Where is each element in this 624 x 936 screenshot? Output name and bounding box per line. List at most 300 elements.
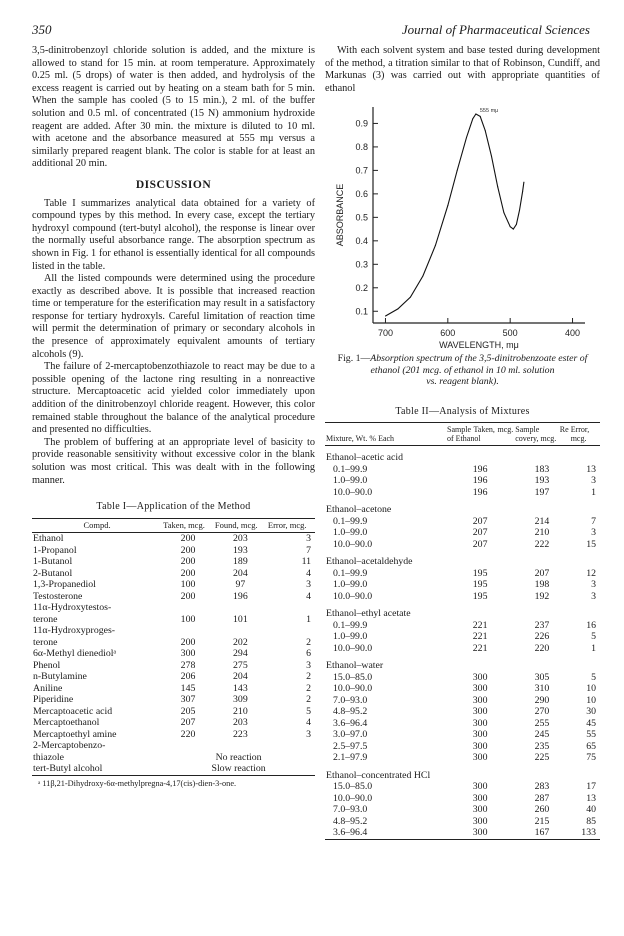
table-row (325, 475, 600, 487)
table-cell: 2 (306, 694, 311, 706)
table-row (32, 614, 315, 626)
table-cell: 10.0–90.0 (333, 642, 373, 654)
table-cell: 4.8–95.2 (333, 706, 368, 718)
table-row (325, 539, 600, 551)
table-group-row (325, 602, 600, 620)
journal-title: Journal of Pharmaceutical Sciences (401, 22, 590, 37)
table-cell: 193 (534, 475, 550, 487)
table-cell: 143 (233, 682, 248, 694)
table-cell: 2.1–97.9 (333, 752, 368, 764)
table-cell: 3.0–97.0 (333, 729, 368, 741)
table-cell: 1 (591, 642, 596, 654)
table-cell: 0.1–99.9 (333, 619, 368, 631)
table-cell: 255 (534, 717, 550, 729)
table-cell (267, 625, 315, 637)
paragraph-discussion-2: All the listed compounds were determined using the procedure exactly as described above. It is possible that increased reaction time or temperature for the esterification may result in a satisfactory response for tertiary hydroxyls. Careful limitation of reaction time will permit the determination of primary or secondary alcohols in the presence of approximately equivalent amounts of tertiary alcohols (9). (32, 273, 315, 360)
table-cell: 3 (591, 579, 596, 591)
table-cell: 300 (472, 740, 488, 752)
y-tick-label: 0.7 (355, 165, 368, 176)
table-cell: 207 (534, 567, 550, 579)
table-row (325, 718, 600, 730)
table-cell: 0.1–99.9 (333, 515, 368, 527)
table2-body (325, 446, 600, 840)
table-row (32, 602, 315, 614)
table-cell: 11α-Hydroxytestos- (33, 602, 112, 614)
table-cell: 200 (180, 590, 196, 602)
table-cell: 204 (233, 567, 248, 579)
table-row (325, 643, 600, 655)
table2-header: Error, mcg. (570, 423, 600, 446)
table-cell: thiazole (33, 751, 65, 763)
table-cell: 30 (586, 706, 596, 718)
table-cell: 85 (586, 815, 596, 827)
table-group-label: Ethanol–acetaldehyde (326, 556, 413, 568)
table-cell: 100 (180, 579, 196, 591)
table-cell (162, 740, 214, 752)
table-cell: 205 (180, 705, 196, 717)
table-cell: 2 (306, 682, 311, 694)
table-cell: 300 (472, 683, 488, 695)
table-cell: 300 (472, 729, 488, 741)
table-cell: 192 (534, 590, 550, 602)
data-point (485, 130, 486, 131)
table-row (32, 545, 315, 557)
table-cell: 75 (586, 752, 596, 764)
table-cell: 202 (233, 636, 248, 648)
table-cell: 7 (591, 515, 596, 527)
paragraph-discussion-1: Table I summarizes analytical data obtained for a variety of compound types by this method. In every case, except the tertiary hydroxyl compound (tert-butyl alcohol), the response is linear over the normally useful absorbance range. The absorption spectrum as shown in Fig. 1 for ethanol is essentially identical for all compounds listed in the table. (32, 197, 315, 272)
table-cell: 260 (534, 804, 550, 816)
data-point (397, 309, 398, 310)
table-cell: 300 (472, 781, 488, 793)
table-group-label: Ethanol–acetone (326, 504, 392, 516)
figure-caption-text: Absorption spectrum of the 3,5-dinitrobenzoate ester of ethanol (201 mcg. of ethanol in 10 ml. solution (370, 353, 588, 376)
table-cell: 5 (306, 705, 311, 717)
table1 (32, 518, 315, 776)
table-cell: 6 (306, 648, 311, 660)
figure-caption-prefix: Fig. 1— (337, 353, 371, 365)
y-tick-label: 0.8 (355, 142, 368, 153)
table-row (32, 694, 315, 706)
table-row (32, 740, 315, 752)
table-cell: 195 (472, 590, 488, 602)
table-cell: 10 (586, 694, 596, 706)
table1-header: Error, mcg. (267, 518, 315, 533)
table2-header: Mixture, Wt. % Each (325, 423, 446, 446)
table-cell: 1-Propanol (33, 544, 77, 556)
table-cell: 4 (306, 717, 311, 729)
table-row (325, 487, 600, 499)
table-cell: 5 (591, 671, 596, 683)
figure-caption (325, 353, 600, 388)
table-cell: 207 (180, 717, 196, 729)
table-row (325, 464, 600, 476)
table-cell: 223 (233, 728, 248, 740)
table-group-label: Ethanol–water (326, 660, 384, 672)
table-cell: Aniline (33, 682, 63, 694)
section-heading: DISCUSSION (135, 178, 212, 191)
table-row (32, 579, 315, 591)
table-cell: Mercaptoacetic acid (33, 705, 113, 717)
figure-caption-vs: vs. reagent blank). (426, 376, 499, 388)
table-row (32, 556, 315, 568)
table-cell: 220 (180, 728, 196, 740)
table-cell: 203 (233, 533, 248, 545)
table-cell: 197 (534, 486, 550, 498)
table-row (325, 781, 600, 793)
table-group-row (325, 654, 600, 672)
table-cell: 0.1–99.9 (333, 567, 368, 579)
table-cell: 13 (586, 792, 596, 804)
peak-annotation: 555 mμ (479, 108, 499, 115)
table-cell: Mercaptoethyl amine (33, 728, 117, 740)
data-point (497, 187, 498, 188)
table2-caption: Table II—Analysis of Mixtures (395, 405, 530, 417)
table-cell: 290 (534, 694, 550, 706)
table-cell: 210 (534, 527, 550, 539)
table-cell: 2.5–97.5 (333, 740, 368, 752)
paragraph-discussion-4: The problem of buffering at an appropriate level of basicity to provide reasonable sensitivity without excessive color in the blank solution was most critical. This was dealt with in the following manner. (32, 436, 315, 486)
table-row (32, 729, 315, 741)
table-cell: 196 (233, 590, 248, 602)
table-cell: 307 (180, 694, 196, 706)
table-cell: 167 (534, 827, 550, 839)
table-group-row (325, 498, 600, 516)
table-cell: 245 (534, 729, 550, 741)
table-row (32, 717, 315, 729)
table-group-label: Ethanol–ethyl acetate (326, 608, 411, 620)
table-cell: n-Butylamine (33, 671, 87, 683)
table-cell: 10.0–90.0 (333, 486, 373, 498)
table-cell: 133 (581, 827, 596, 839)
table-cell: 7.0–93.0 (333, 804, 368, 816)
table-row (325, 568, 600, 580)
y-tick-label: 0.9 (355, 118, 368, 129)
table-cell: 300 (180, 648, 196, 660)
table-cell: 287 (534, 792, 550, 804)
table-cell: 1 (306, 613, 311, 625)
table-cell: 300 (472, 792, 488, 804)
data-point (513, 229, 514, 230)
spectrum-line (386, 114, 524, 316)
table1-header: Compd. (32, 518, 162, 533)
table-cell: 207 (472, 515, 488, 527)
x-tick-label: 400 (565, 328, 581, 339)
table-row (325, 729, 600, 741)
table-cell: 222 (534, 538, 550, 550)
table-cell: 300 (472, 804, 488, 816)
table-row (325, 741, 600, 753)
table-cell: 294 (233, 648, 248, 660)
table-row (325, 591, 600, 603)
data-point (466, 137, 467, 138)
table-row (325, 579, 600, 591)
data-point (475, 114, 476, 115)
table-row (32, 660, 315, 672)
table-cell: 6α-Methyl dienediolᵃ (33, 648, 117, 660)
table-cell: 3.6–96.4 (333, 717, 368, 729)
table-cell: 204 (233, 671, 248, 683)
table1-footnote: ᵃ 11β,21-Dihydroxy-6α-methylpregna-4,17(cis)-dien-3-one. (38, 778, 237, 788)
table-cell: tert-Butyl alcohol (33, 763, 103, 775)
table-cell: 1 (591, 486, 596, 498)
table-cell: 10.0–90.0 (333, 590, 373, 602)
table-row (32, 591, 315, 603)
table-cell: 300 (472, 815, 488, 827)
table-cell (162, 625, 214, 637)
table2 (325, 422, 600, 840)
table-cell: 183 (534, 463, 550, 475)
table-cell: 3 (591, 475, 596, 487)
table-cell (214, 740, 267, 752)
table-cell: 3 (591, 590, 596, 602)
y-axis-label: ABSORBANCE (335, 184, 345, 247)
table-row (32, 568, 315, 580)
table-cell: terone (33, 613, 58, 625)
x-axis-label: WAVELENGTH, mμ (439, 340, 519, 351)
table-cell: 200 (180, 636, 196, 648)
table-cell: 1,3-Propanediol (33, 579, 96, 591)
data-point (447, 205, 448, 206)
y-tick-label: 0.4 (355, 236, 368, 247)
table-cell: 195 (472, 567, 488, 579)
table-row (325, 804, 600, 816)
table-row (325, 695, 600, 707)
table-row (32, 533, 315, 545)
table-cell: 206 (180, 671, 196, 683)
data-point (435, 245, 436, 246)
table-cell: 11α-Hydroxyproges- (33, 625, 116, 637)
y-tick-label: 0.2 (355, 283, 368, 294)
table-row (32, 752, 315, 764)
table-cell: 3 (306, 533, 311, 545)
table-row (32, 683, 315, 695)
table-cell: 55 (586, 729, 596, 741)
table-row (32, 625, 315, 637)
table-cell: 2-Mercaptobenzo- (33, 740, 106, 752)
table-cell: 17 (586, 781, 596, 793)
table-cell: 65 (586, 740, 596, 752)
table-cell: 4 (306, 567, 311, 579)
data-point (516, 224, 517, 225)
table-cell: Phenol (33, 659, 61, 671)
table-cell: 3 (591, 527, 596, 539)
table-row (325, 793, 600, 805)
table-cell: 3 (306, 659, 311, 671)
table-cell: 1.0–99.0 (333, 579, 368, 591)
table-row (32, 637, 315, 649)
table-cell: 5 (591, 631, 596, 643)
table-cell: 15.0–85.0 (333, 671, 373, 683)
table-cell: 300 (472, 717, 488, 729)
table-cell: 278 (180, 659, 196, 671)
right-column (325, 45, 600, 840)
table-cell: 235 (534, 740, 550, 752)
table-cell: 200 (180, 567, 196, 579)
table-cell: 11 (301, 556, 311, 568)
data-point (491, 156, 492, 157)
table-cell: 10.0–90.0 (333, 792, 373, 804)
table-row (32, 706, 315, 718)
table-cell: 3 (306, 728, 311, 740)
table-row (32, 648, 315, 660)
table-cell: 16 (586, 619, 596, 631)
table-row (325, 683, 600, 695)
table-cell: 97 (235, 579, 246, 591)
table-cell: 4.8–95.2 (333, 815, 368, 827)
table-cell: 203 (233, 717, 248, 729)
table-cell: 189 (233, 556, 248, 568)
table-cell: 200 (180, 533, 196, 545)
table-cell: 196 (472, 475, 488, 487)
table-group-label: Ethanol–concentrated HCl (326, 769, 431, 781)
table-cell: 196 (472, 486, 488, 498)
spectrum-chart (325, 101, 600, 351)
table-cell: 207 (472, 538, 488, 550)
table-cell: 310 (534, 683, 550, 695)
data-point (385, 316, 386, 317)
table-cell: 300 (472, 671, 488, 683)
table-group-row (325, 550, 600, 568)
table-cell: 10.0–90.0 (333, 683, 373, 695)
table-cell: 7 (306, 544, 311, 556)
table-cell: 300 (472, 706, 488, 718)
table-cell: 200 (180, 544, 196, 556)
table-cell: Ethanol (33, 533, 64, 545)
table-cell: 221 (472, 642, 488, 654)
table-group-label: Ethanol–acetic acid (326, 452, 403, 464)
data-point (422, 276, 423, 277)
table-cell: 237 (534, 619, 550, 631)
table-cell: 7.0–93.0 (333, 694, 368, 706)
table-cell: 0.1–99.9 (333, 463, 368, 475)
table-cell: 207 (472, 527, 488, 539)
table-row (325, 620, 600, 632)
table-row (325, 516, 600, 528)
table-cell: 221 (472, 631, 488, 643)
table-cell: Piperidine (33, 694, 74, 706)
paragraph-discussion-3: The failure of 2-mercaptobenzothiazole to react may be due to a possible opening of the lactone ring resulting in a nonreactive structure. Mercaptoacetic acid yielded color immediately upon addition of the dinitrobenzoyl chloride reagent. However, this color remained stable throughout the balance of the analytical procedure and presented no difficulties. (32, 361, 315, 436)
table-cell: 1-Butanol (33, 556, 73, 568)
table-group-row (325, 764, 600, 782)
table-cell (214, 602, 267, 614)
table-cell (267, 602, 315, 614)
table-cell: 300 (472, 827, 488, 839)
x-tick-label: 600 (440, 328, 456, 339)
data-point (519, 210, 520, 211)
table-cell: 275 (233, 659, 248, 671)
table-cell: 200 (180, 556, 196, 568)
table1-header: Taken, mcg. (162, 518, 214, 533)
table-cell: Testosterone (33, 590, 83, 602)
table-cell: 193 (233, 544, 248, 556)
paragraph-procedure: 3,5-dinitrobenzoyl chloride solution is added, and the mixture is allowed to stand for 15 min. at room temperature. Approximately 0.25 ml. (5 drops) of water is then added, and hydrolysis of the excess reagent is carried out by heating on a steam bath for 5 min. When the sample has cooled (5 to 15 min.), 2 ml. of the buffer solution and 0.5 ml. of concentrated (15 N) ammonium hydroxide reagent are added. After 30 min. the mixture is diluted to 10 ml. with acetone and the absorbance measured at 555 mμ versus a similarly prepared reagent blank. The color is stable for at least an additional 20 min. (32, 45, 315, 170)
table-cell: 45 (586, 717, 596, 729)
absorption-spectrum-figure (325, 101, 600, 351)
page-number: 350 (32, 22, 52, 37)
data-point (410, 297, 411, 298)
table-cell: 300 (472, 752, 488, 764)
table-cell (162, 602, 214, 614)
table-row (325, 527, 600, 539)
table-cell: 210 (233, 705, 248, 717)
data-point (472, 119, 473, 120)
table-cell: 13 (586, 463, 596, 475)
data-point (480, 116, 481, 117)
table-group-row (325, 446, 600, 464)
table-cell: 309 (233, 694, 248, 706)
table-cell: 1.0–99.0 (333, 475, 368, 487)
table1-header: Found, mcg. (214, 518, 267, 533)
data-point (503, 213, 504, 214)
data-point (522, 191, 523, 192)
table1-body (32, 533, 315, 776)
table-cell: 101 (233, 613, 248, 625)
table-cell: 2 (306, 636, 311, 648)
table2-header: Sample Re covery, mcg. (514, 423, 569, 446)
paragraph-right-1: With each solvent system and base tested during development of the method, a titration similar to that of Robinson, Cundiff, and Markunas (3) was carried out with appropriate quantities of ethanol (325, 45, 600, 94)
table-cell: 3 (306, 579, 311, 591)
table-cell: 2-Butanol (33, 567, 73, 579)
table-row (325, 631, 600, 643)
table-cell: 10.0–90.0 (333, 538, 373, 550)
table-cell (214, 625, 267, 637)
table-cell: 305 (534, 671, 550, 683)
y-tick-label: 0.6 (355, 189, 368, 200)
table-row (325, 752, 600, 764)
table-cell: 10 (586, 683, 596, 695)
table-row (325, 672, 600, 684)
left-column (32, 45, 315, 790)
table-cell: 221 (472, 619, 488, 631)
table-cell: 195 (472, 579, 488, 591)
table1-caption: Table I—Application of the Method (96, 501, 251, 513)
table-cell: 100 (180, 613, 196, 625)
table-cell: 1.0–99.0 (333, 527, 368, 539)
table-row (32, 763, 315, 775)
table-cell: 15.0–85.0 (333, 781, 373, 793)
table-cell: 283 (534, 781, 550, 793)
table-cell: 300 (472, 694, 488, 706)
table-row (325, 816, 600, 828)
table-cell: 196 (472, 463, 488, 475)
table-cell: 4 (306, 590, 311, 602)
data-point (457, 170, 458, 171)
x-tick-label: 500 (502, 328, 518, 339)
table-cell: 226 (534, 631, 550, 643)
table-row (325, 706, 600, 718)
table-cell: 214 (534, 515, 550, 527)
table-cell: 198 (534, 579, 550, 591)
table-row (32, 671, 315, 683)
table-cell: 225 (534, 752, 550, 764)
table-cell: 40 (586, 804, 596, 816)
table2-header: Sample Taken, mcg. of Ethanol (446, 423, 514, 446)
table-cell: 215 (534, 815, 550, 827)
data-point (510, 227, 511, 228)
table-cell: 270 (534, 706, 550, 718)
table-cell: 15 (586, 538, 596, 550)
y-tick-label: 0.5 (355, 212, 368, 223)
table-cell: Mercaptoethanol (33, 717, 100, 729)
y-tick-label: 0.1 (355, 306, 368, 317)
table-cell: 3.6–96.4 (333, 827, 368, 839)
data-point (523, 182, 524, 183)
table-cell: Slow reaction (211, 763, 266, 775)
table-cell: No reaction (215, 751, 262, 763)
y-tick-label: 0.3 (355, 259, 368, 270)
table-row (325, 827, 600, 839)
